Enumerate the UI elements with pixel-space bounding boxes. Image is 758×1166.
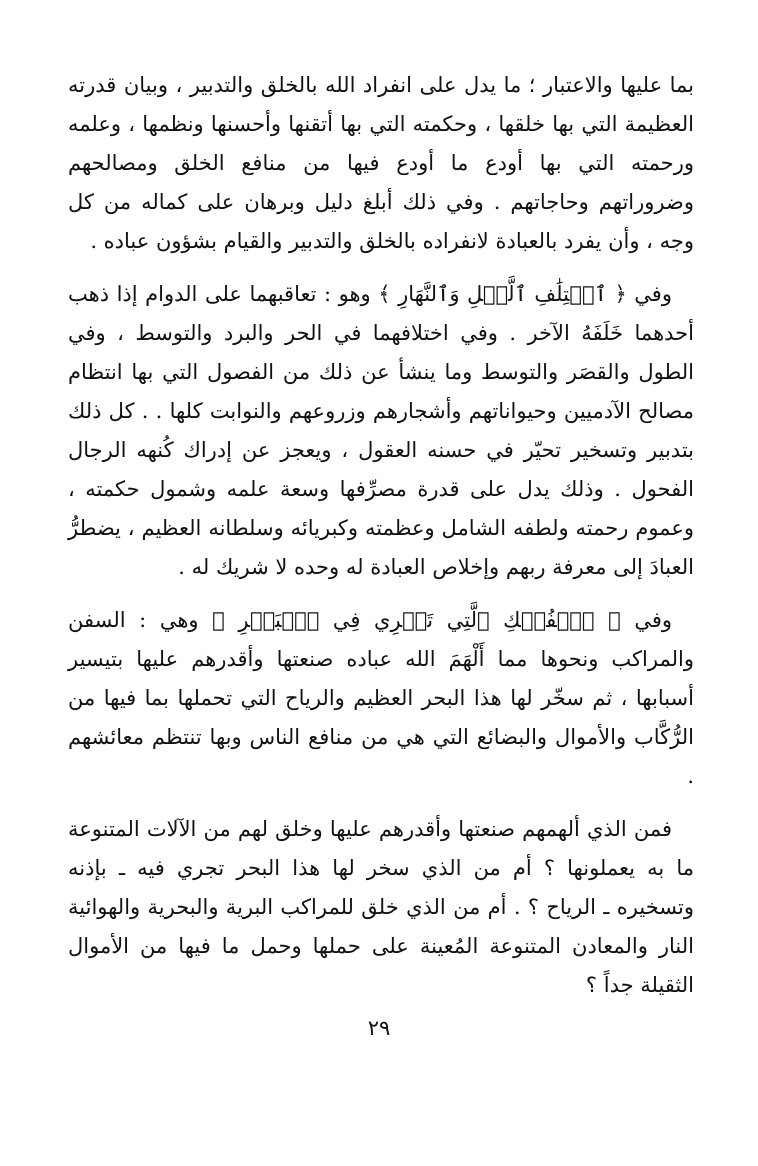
paragraph-2: وفي ﴿ ٱخۡتِلَٰفِ ٱلَّيۡلِ وَٱلنَّهَارِ ﴾ وهو : تعاقبهما على الدوام إذا ذهب أحدهما خَلَفَهُ الآخر . وفي اختلافهما في الحر والبرد والتوسط ، وفي الطول والقصَر والتوسط وما ينشأ عن ذلك من الفصول التي بها انتظام مصالح الآدميين وحيواناتهم وأشجارهم وزروعهم والنوابت كلها . . كل ذلك بتدبير وتسخير تحيّر في حسنه العقول ، ويعجز عن إدراك كُنهه الرجال الفحول . وذلك يدل على قدرة مصرِّفها وسعة علمه وشمول حكمته ، وعموم رحمته ولطفه الشامل وعظمته وكبريائه وسلطانه العظيم ، يضطرُّ العبادَ إلى معرفة ربهم وإخلاص العبادة له وحده لا شريك له .	[68, 282, 694, 579]
paragraph-3: وفي ﴿ ٱلۡفُلۡكِ ٱلَّتِي تَجۡرِي فِي ٱلۡبَحۡرِ ﴾ وهي : السفن والمراكب ونحوها مما أَلْهَمَ الله عباده صنعتها وأقدرهم عليها بتيسير أسبابها ، ثم سخّر لها هذا البحر العظيم والرياح التي تحملها بما فيها من الرُّكَّاب والأموال والبضائع التي هي من منافع الناس وبها تنتظم معائشهم .	[68, 608, 694, 788]
paragraph-4: فمن الذي ألهمهم صنعتها وأقدرهم عليها وخلق لهم من الآلات المتنوعة ما به يعملونها ؟ أم من الذي سخر لها هذا البحر تجري فيه ـ بإذنه وتسخيره ـ الرياح ؟ . أم من الذي خلق للمراكب البرية والبحرية والهوائية النار والمعادن المتنوعة المُعينة على حملها وحمل ما فيها من الأموال الثقيلة جداً ؟	[68, 817, 694, 997]
page-number: ٢٩	[367, 1016, 391, 1040]
page-body	[68, 66, 694, 1019]
paragraph-1: بما عليها والاعتبار ؛ ما يدل على انفراد الله بالخلق والتدبير ، وبيان قدرته العظيمة التي بها خلقها ، وحكمته التي بها أتقنها وأحسنها ونظمها ، وعلمه ورحمته التي بها أودع ما أودع فيها من منافع الخلق ومصالحهم وضروراتهم وحاجاتهم . وفي ذلك أبلغ دليل وبرهان على كماله من كل وجه ، وأن يفرد بالعبادة لانفراده بالخلق والتدبير والقيام بشؤون عباده .	[68, 73, 694, 253]
